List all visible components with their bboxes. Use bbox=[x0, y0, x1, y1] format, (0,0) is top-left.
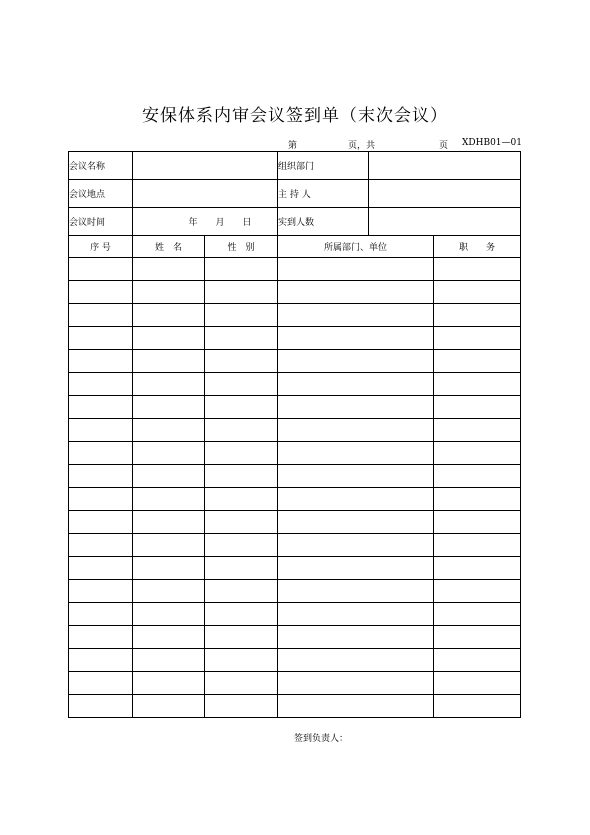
gender-cell[interactable] bbox=[205, 603, 278, 626]
table-row bbox=[69, 672, 521, 695]
gender-cell[interactable] bbox=[205, 649, 278, 672]
name-cell[interactable] bbox=[133, 557, 205, 580]
table-row bbox=[69, 396, 521, 419]
column-header-department: 所属部门、单位 bbox=[278, 236, 434, 258]
page-label-ye: 页 bbox=[439, 141, 449, 151]
gender-cell[interactable] bbox=[205, 488, 278, 511]
sign-in-rows bbox=[69, 258, 521, 718]
index-cell[interactable] bbox=[69, 488, 133, 511]
table-row bbox=[69, 580, 521, 603]
name-cell[interactable] bbox=[133, 488, 205, 511]
department-cell[interactable] bbox=[278, 603, 434, 626]
department-cell[interactable] bbox=[278, 442, 434, 465]
page-label-ye-gong: 页，共 bbox=[348, 141, 376, 151]
position-cell[interactable] bbox=[434, 442, 521, 465]
gender-cell[interactable] bbox=[205, 327, 278, 350]
department-cell[interactable] bbox=[278, 419, 434, 442]
index-cell[interactable] bbox=[69, 557, 133, 580]
department-cell[interactable] bbox=[278, 258, 434, 281]
gender-cell[interactable] bbox=[205, 373, 278, 396]
meeting-location-row bbox=[69, 180, 521, 208]
index-cell[interactable] bbox=[69, 603, 133, 626]
department-cell[interactable] bbox=[278, 511, 434, 534]
position-cell[interactable] bbox=[434, 373, 521, 396]
name-cell[interactable] bbox=[133, 350, 205, 373]
department-cell[interactable] bbox=[278, 557, 434, 580]
gender-cell[interactable] bbox=[205, 281, 278, 304]
position-cell[interactable] bbox=[434, 649, 521, 672]
gender-cell[interactable] bbox=[205, 396, 278, 419]
column-header-gender: 性 别 bbox=[205, 236, 278, 258]
index-cell[interactable] bbox=[69, 327, 133, 350]
index-cell[interactable] bbox=[69, 304, 133, 327]
column-header-index: 序 号 bbox=[69, 236, 133, 258]
position-cell[interactable] bbox=[434, 534, 521, 557]
meeting-name-field[interactable] bbox=[133, 152, 278, 180]
meeting-location-field[interactable] bbox=[133, 180, 278, 208]
meeting-time-field[interactable]: 年 月 日 bbox=[133, 208, 278, 236]
gender-cell[interactable] bbox=[205, 419, 278, 442]
organizer-field[interactable] bbox=[369, 152, 521, 180]
table-row bbox=[69, 603, 521, 626]
name-cell[interactable] bbox=[133, 373, 205, 396]
department-cell[interactable] bbox=[278, 396, 434, 419]
index-cell[interactable] bbox=[69, 350, 133, 373]
index-cell[interactable] bbox=[69, 258, 133, 281]
attendance-field[interactable] bbox=[369, 208, 521, 236]
position-cell[interactable] bbox=[434, 580, 521, 603]
table-row bbox=[69, 557, 521, 580]
name-cell[interactable] bbox=[133, 672, 205, 695]
table-row bbox=[69, 350, 521, 373]
index-cell[interactable] bbox=[69, 511, 133, 534]
name-cell[interactable] bbox=[133, 327, 205, 350]
meeting-time-row bbox=[69, 208, 521, 236]
department-cell[interactable] bbox=[278, 649, 434, 672]
position-cell[interactable] bbox=[434, 603, 521, 626]
name-cell[interactable] bbox=[133, 442, 205, 465]
meeting-name-label: 会议名称 bbox=[69, 152, 133, 180]
organizer-label: 组织部门 bbox=[278, 152, 369, 180]
department-cell[interactable] bbox=[278, 304, 434, 327]
name-cell[interactable] bbox=[133, 396, 205, 419]
position-cell[interactable] bbox=[434, 327, 521, 350]
index-cell[interactable] bbox=[69, 626, 133, 649]
index-cell[interactable] bbox=[69, 649, 133, 672]
gender-cell[interactable] bbox=[205, 534, 278, 557]
table-row bbox=[69, 695, 521, 718]
department-cell[interactable] bbox=[278, 695, 434, 718]
table-row bbox=[69, 258, 521, 281]
department-cell[interactable] bbox=[278, 350, 434, 373]
gender-cell[interactable] bbox=[205, 626, 278, 649]
name-cell[interactable] bbox=[133, 534, 205, 557]
name-cell[interactable] bbox=[133, 419, 205, 442]
index-cell[interactable] bbox=[69, 419, 133, 442]
table-row bbox=[69, 281, 521, 304]
gender-cell[interactable] bbox=[205, 695, 278, 718]
position-cell[interactable] bbox=[434, 695, 521, 718]
name-cell[interactable] bbox=[133, 603, 205, 626]
department-cell[interactable] bbox=[278, 626, 434, 649]
table-row bbox=[69, 327, 521, 350]
gender-cell[interactable] bbox=[205, 304, 278, 327]
position-cell[interactable] bbox=[434, 281, 521, 304]
position-cell[interactable] bbox=[434, 350, 521, 373]
form-code: XDHB01—01 bbox=[462, 138, 522, 148]
index-cell[interactable] bbox=[69, 465, 133, 488]
document-title: 安保体系内审会议签到单（末次会议） bbox=[142, 106, 448, 126]
department-cell[interactable] bbox=[278, 534, 434, 557]
table-row bbox=[69, 373, 521, 396]
sign-in-table bbox=[68, 151, 521, 718]
position-cell[interactable] bbox=[434, 557, 521, 580]
department-cell[interactable] bbox=[278, 488, 434, 511]
gender-cell[interactable] bbox=[205, 258, 278, 281]
table-row bbox=[69, 534, 521, 557]
position-cell[interactable] bbox=[434, 396, 521, 419]
gender-cell[interactable] bbox=[205, 511, 278, 534]
name-cell[interactable] bbox=[133, 511, 205, 534]
index-cell[interactable] bbox=[69, 672, 133, 695]
department-cell[interactable] bbox=[278, 373, 434, 396]
name-cell[interactable] bbox=[133, 695, 205, 718]
name-cell[interactable] bbox=[133, 304, 205, 327]
name-cell[interactable] bbox=[133, 465, 205, 488]
column-header-position: 职 务 bbox=[434, 236, 521, 258]
department-cell[interactable] bbox=[278, 281, 434, 304]
gender-cell[interactable] bbox=[205, 465, 278, 488]
position-cell[interactable] bbox=[434, 672, 521, 695]
meeting-time-label: 会议时间 bbox=[69, 208, 133, 236]
column-header-name: 姓 名 bbox=[133, 236, 205, 258]
attendance-label: 实到人数 bbox=[278, 208, 369, 236]
name-cell[interactable] bbox=[133, 626, 205, 649]
position-cell[interactable] bbox=[434, 419, 521, 442]
index-cell[interactable] bbox=[69, 695, 133, 718]
meeting-name-row bbox=[69, 152, 521, 180]
table-row bbox=[69, 465, 521, 488]
department-cell[interactable] bbox=[278, 327, 434, 350]
department-cell[interactable] bbox=[278, 465, 434, 488]
index-cell[interactable] bbox=[69, 534, 133, 557]
gender-cell[interactable] bbox=[205, 442, 278, 465]
position-cell[interactable] bbox=[434, 304, 521, 327]
table-row bbox=[69, 304, 521, 327]
gender-cell[interactable] bbox=[205, 672, 278, 695]
host-field[interactable] bbox=[369, 180, 521, 208]
table-row bbox=[69, 511, 521, 534]
meeting-location-label: 会议地点 bbox=[69, 180, 133, 208]
index-cell[interactable] bbox=[69, 580, 133, 603]
name-cell[interactable] bbox=[133, 258, 205, 281]
index-cell[interactable] bbox=[69, 396, 133, 419]
sign-in-responsible-label: 签到负责人： bbox=[294, 734, 349, 744]
column-header-row bbox=[69, 236, 521, 258]
name-cell[interactable] bbox=[133, 281, 205, 304]
table-row bbox=[69, 442, 521, 465]
page-label-di: 第 bbox=[288, 141, 298, 151]
position-cell[interactable] bbox=[434, 465, 521, 488]
index-cell[interactable] bbox=[69, 442, 133, 465]
position-cell[interactable] bbox=[434, 511, 521, 534]
position-cell[interactable] bbox=[434, 626, 521, 649]
gender-cell[interactable] bbox=[205, 557, 278, 580]
table-row bbox=[69, 626, 521, 649]
table-row bbox=[69, 419, 521, 442]
gender-cell[interactable] bbox=[205, 350, 278, 373]
name-cell[interactable] bbox=[133, 649, 205, 672]
name-cell[interactable] bbox=[133, 580, 205, 603]
gender-cell[interactable] bbox=[205, 580, 278, 603]
index-cell[interactable] bbox=[69, 373, 133, 396]
position-cell[interactable] bbox=[434, 258, 521, 281]
position-cell[interactable] bbox=[434, 488, 521, 511]
department-cell[interactable] bbox=[278, 580, 434, 603]
table-row bbox=[69, 488, 521, 511]
host-label: 主 持 人 bbox=[278, 180, 369, 208]
index-cell[interactable] bbox=[69, 281, 133, 304]
table-row bbox=[69, 649, 521, 672]
department-cell[interactable] bbox=[278, 672, 434, 695]
